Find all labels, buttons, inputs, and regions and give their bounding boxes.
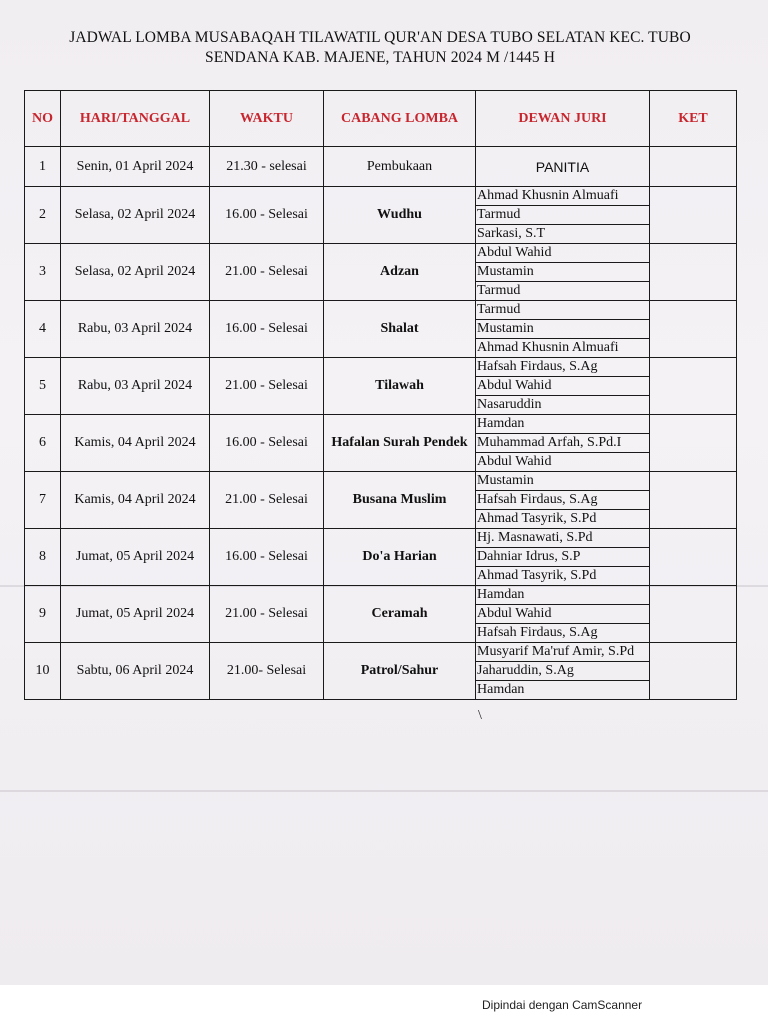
header-dewan-juri: DEWAN JURI bbox=[476, 91, 650, 147]
cell-no: 9 bbox=[25, 586, 61, 643]
juri-name: Ahmad Tasyrik, S.Pd bbox=[477, 511, 597, 526]
juri-name: Abdul Wahid bbox=[476, 244, 649, 263]
cell-no: 7 bbox=[25, 472, 61, 529]
cell-waktu: 21.00 - Selesai bbox=[210, 358, 324, 415]
juri-name: Mustamin bbox=[476, 472, 649, 491]
cell-dewan-juri bbox=[476, 415, 650, 472]
cell-no: 5 bbox=[25, 358, 61, 415]
cell-ket bbox=[650, 415, 737, 472]
cell-ket bbox=[650, 358, 737, 415]
juri-name: Muhammad Arfah, S.Pd.I bbox=[476, 434, 649, 453]
pen-mark: \ bbox=[478, 708, 482, 723]
cell-cabang-lomba: Patrol/Sahur bbox=[324, 643, 476, 700]
juri-name: Tarmud bbox=[476, 301, 649, 320]
cell-waktu: 16.00 - Selesai bbox=[210, 301, 324, 358]
cell-waktu: 21.30 - selesai bbox=[210, 147, 324, 187]
cell-dewan-juri bbox=[476, 244, 650, 301]
table-row bbox=[25, 301, 737, 358]
juri-name: Abdul Wahid bbox=[476, 377, 649, 396]
cell-cabang-lomba: Busana Muslim bbox=[324, 472, 476, 529]
juri-name: Musyarif Ma'ruf Amir, S.Pd bbox=[476, 643, 649, 662]
cell-hari-tanggal: Rabu, 03 April 2024 bbox=[61, 358, 210, 415]
juri-name: Nasaruddin bbox=[477, 397, 542, 412]
header-waktu: WAKTU bbox=[210, 91, 324, 147]
scanner-watermark: Dipindai dengan CamScanner bbox=[482, 998, 643, 1012]
cell-hari-tanggal: Sabtu, 06 April 2024 bbox=[61, 643, 210, 700]
cell-no: 6 bbox=[25, 415, 61, 472]
cell-no: 3 bbox=[25, 244, 61, 301]
cell-hari-tanggal: Kamis, 04 April 2024 bbox=[61, 415, 210, 472]
table-row bbox=[25, 472, 737, 529]
table-row bbox=[25, 147, 737, 187]
cell-dewan-juri bbox=[476, 643, 650, 700]
cell-hari-tanggal: Senin, 01 April 2024 bbox=[61, 147, 210, 187]
cell-cabang-lomba: Shalat bbox=[324, 301, 476, 358]
cell-ket bbox=[650, 244, 737, 301]
juri-name: Dahniar Idrus, S.P bbox=[476, 548, 649, 567]
table-row bbox=[25, 529, 737, 586]
header-no: NO bbox=[25, 91, 61, 147]
title-line-1: JADWAL LOMBA MUSABAQAH TILAWATIL QUR'AN DESA TUBO SELATAN KEC. TUBO bbox=[69, 29, 691, 46]
cell-cabang-lomba: Pembukaan bbox=[324, 147, 476, 187]
cell-dewan-juri bbox=[476, 301, 650, 358]
cell-ket bbox=[650, 586, 737, 643]
juri-name: Hamdan bbox=[477, 682, 525, 697]
cell-ket bbox=[650, 643, 737, 700]
table-row bbox=[25, 244, 737, 301]
juri-name: Hafsah Firdaus, S.Ag bbox=[476, 358, 649, 377]
cell-dewan-juri bbox=[476, 529, 650, 586]
cell-dewan-juri bbox=[476, 472, 650, 529]
table-row bbox=[25, 187, 737, 244]
cell-no: 8 bbox=[25, 529, 61, 586]
header-hari-tanggal: HARI/TANGGAL bbox=[61, 91, 210, 147]
cell-cabang-lomba: Wudhu bbox=[324, 187, 476, 244]
header-ket: KET bbox=[650, 91, 737, 147]
cell-dewan-juri bbox=[476, 187, 650, 244]
cell-no: 2 bbox=[25, 187, 61, 244]
document-title bbox=[30, 28, 730, 68]
cell-cabang-lomba: Do'a Harian bbox=[324, 529, 476, 586]
juri-name: Mustamin bbox=[476, 320, 649, 339]
cell-cabang-lomba: Adzan bbox=[324, 244, 476, 301]
cell-hari-tanggal: Jumat, 05 April 2024 bbox=[61, 529, 210, 586]
juri-name: Sarkasi, S.T bbox=[477, 226, 546, 241]
fold-line bbox=[0, 790, 768, 792]
cell-no: 4 bbox=[25, 301, 61, 358]
cell-hari-tanggal: Selasa, 02 April 2024 bbox=[61, 187, 210, 244]
cell-cabang-lomba: Tilawah bbox=[324, 358, 476, 415]
table-row bbox=[25, 415, 737, 472]
juri-name: Ahmad Khusnin Almuafi bbox=[477, 340, 619, 355]
juri-name: Ahmad Tasyrik, S.Pd bbox=[477, 568, 597, 583]
cell-waktu: 16.00 - Selesai bbox=[210, 187, 324, 244]
cell-waktu: 21.00 - Selesai bbox=[210, 472, 324, 529]
title-line-2: SENDANA KAB. MAJENE, TAHUN 2024 M /1445 H bbox=[204, 49, 556, 66]
cell-waktu: 16.00 - Selesai bbox=[210, 415, 324, 472]
cell-waktu: 21.00- Selesai bbox=[210, 643, 324, 700]
table-row bbox=[25, 586, 737, 643]
cell-dewan-juri bbox=[476, 358, 650, 415]
cell-ket bbox=[650, 529, 737, 586]
juri-name: Ahmad Khusnin Almuafi bbox=[476, 187, 649, 206]
header-cabang-lomba: CABANG LOMBA bbox=[324, 91, 476, 147]
juri-name: Hamdan bbox=[476, 586, 649, 605]
cell-waktu: 16.00 - Selesai bbox=[210, 529, 324, 586]
juri-name: Tarmud bbox=[477, 283, 521, 298]
juri-name: Tarmud bbox=[476, 206, 649, 225]
cell-waktu: 21.00 - Selesai bbox=[210, 244, 324, 301]
cell-dewan-juri: PANITIA bbox=[476, 147, 650, 187]
cell-cabang-lomba: Hafalan Surah Pendek bbox=[324, 415, 476, 472]
cell-waktu: 21.00 - Selesai bbox=[210, 586, 324, 643]
cell-dewan-juri bbox=[476, 586, 650, 643]
juri-name: Hafsah Firdaus, S.Ag bbox=[477, 625, 598, 640]
scanner-footer bbox=[0, 985, 768, 1024]
header-row bbox=[25, 91, 737, 147]
table-row bbox=[25, 643, 737, 700]
schedule-table bbox=[24, 90, 737, 700]
cell-ket bbox=[650, 472, 737, 529]
cell-ket bbox=[650, 147, 737, 187]
juri-name: Hamdan bbox=[476, 415, 649, 434]
cell-no: 10 bbox=[25, 643, 61, 700]
juri-name: Mustamin bbox=[476, 263, 649, 282]
cell-cabang-lomba: Ceramah bbox=[324, 586, 476, 643]
table-row bbox=[25, 358, 737, 415]
juri-name: Abdul Wahid bbox=[476, 605, 649, 624]
cell-ket bbox=[650, 187, 737, 244]
juri-name: Hafsah Firdaus, S.Ag bbox=[476, 491, 649, 510]
juri-name: Jaharuddin, S.Ag bbox=[476, 662, 649, 681]
juri-name: Hj. Masnawati, S.Pd bbox=[476, 529, 649, 548]
cell-hari-tanggal: Selasa, 02 April 2024 bbox=[61, 244, 210, 301]
cell-no: 1 bbox=[25, 147, 61, 187]
cell-hari-tanggal: Kamis, 04 April 2024 bbox=[61, 472, 210, 529]
cell-ket bbox=[650, 301, 737, 358]
cell-hari-tanggal: Rabu, 03 April 2024 bbox=[61, 301, 210, 358]
cell-hari-tanggal: Jumat, 05 April 2024 bbox=[61, 586, 210, 643]
juri-name: Abdul Wahid bbox=[477, 454, 552, 469]
